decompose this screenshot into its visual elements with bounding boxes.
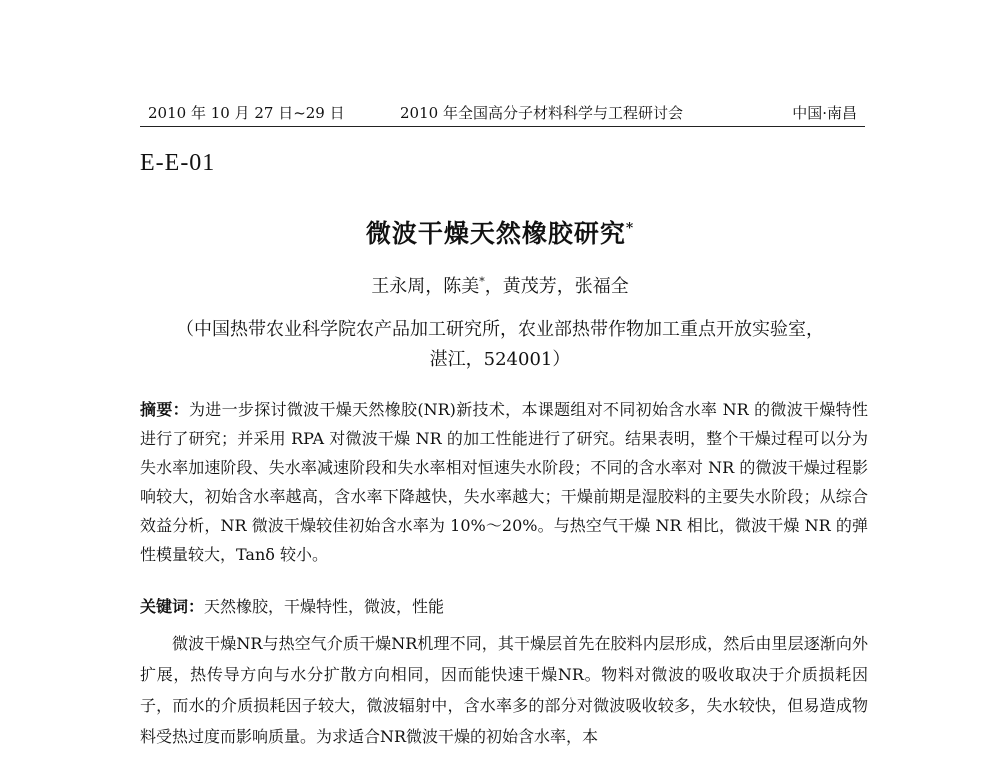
author-list (0, 272, 1000, 298)
keywords (140, 592, 868, 621)
header-location: 中国·南昌 (792, 104, 857, 122)
authors-rest: ，黄茂芳，张福全 (484, 276, 629, 297)
paper-code: E-E-01 (140, 150, 216, 176)
header-date: 2010 年 10 月 27 日~29 日 (148, 104, 345, 122)
abstract-text: 为进一步探讨微波干燥天然橡胶(NR)新技术，本课题组对不同初始含水率 NR 的微波干燥特性进行了研究；并采用 RPA 对微波干燥 NR 的加工性能进行了研究。结果表明，整个干燥过程可以分为失水率加速阶段、失水率减速阶段和失水率相对恒速失水阶段；不同的含水率对 NR 的微波干燥过程影响较大，初始含水率越高，含水率下降越快，失水率越大；干燥前期是湿胶料的主要失水阶段；从综合效益分析，NR 微波干燥较佳初始含水率为 10%～20%。与热空气干燥 NR 相比，微波干燥 NR 的弹性模量较大，Tanδ 较小。 (140, 400, 868, 564)
corresponding-author-mark: * (479, 275, 485, 288)
paper-title (0, 214, 1000, 250)
authors-first: 王永周，陈美 (371, 276, 480, 297)
abstract (140, 395, 868, 569)
affiliation-line-2: 湛江，524001） (429, 349, 571, 370)
running-header (140, 102, 865, 127)
affiliation (0, 315, 1000, 375)
keywords-label: 关键词： (140, 597, 205, 616)
body-paragraph: 微波干燥NR与热空气介质干燥NR机理不同，其干燥层首先在胶料内层形成，然后由里层逐渐向外扩展，热传导方向与水分扩散方向相同，因而能快速干燥NR。物料对微波的吸收取决于介质损耗因子，而水的介质损耗因子较大，微波辐射中，含水率多的部分对微波吸收较多，失水较快，但易造成物料受热过度而影响质量。为求适合NR微波干燥的初始含水率，本 (140, 634, 868, 746)
header-conference: 2010 年全国高分子材料科学与工程研讨会 (400, 104, 683, 122)
title-footnote-mark: * (625, 220, 635, 237)
affiliation-line-1: （中国热带农业科学院农产品加工研究所，农业部热带作物加工重点开放实验室， (176, 319, 824, 340)
paper-title-text: 微波干燥天然橡胶研究 (365, 219, 626, 248)
keywords-text: 天然橡胶，干燥特性，微波，性能 (204, 597, 445, 616)
abstract-label: 摘要： (140, 400, 189, 419)
